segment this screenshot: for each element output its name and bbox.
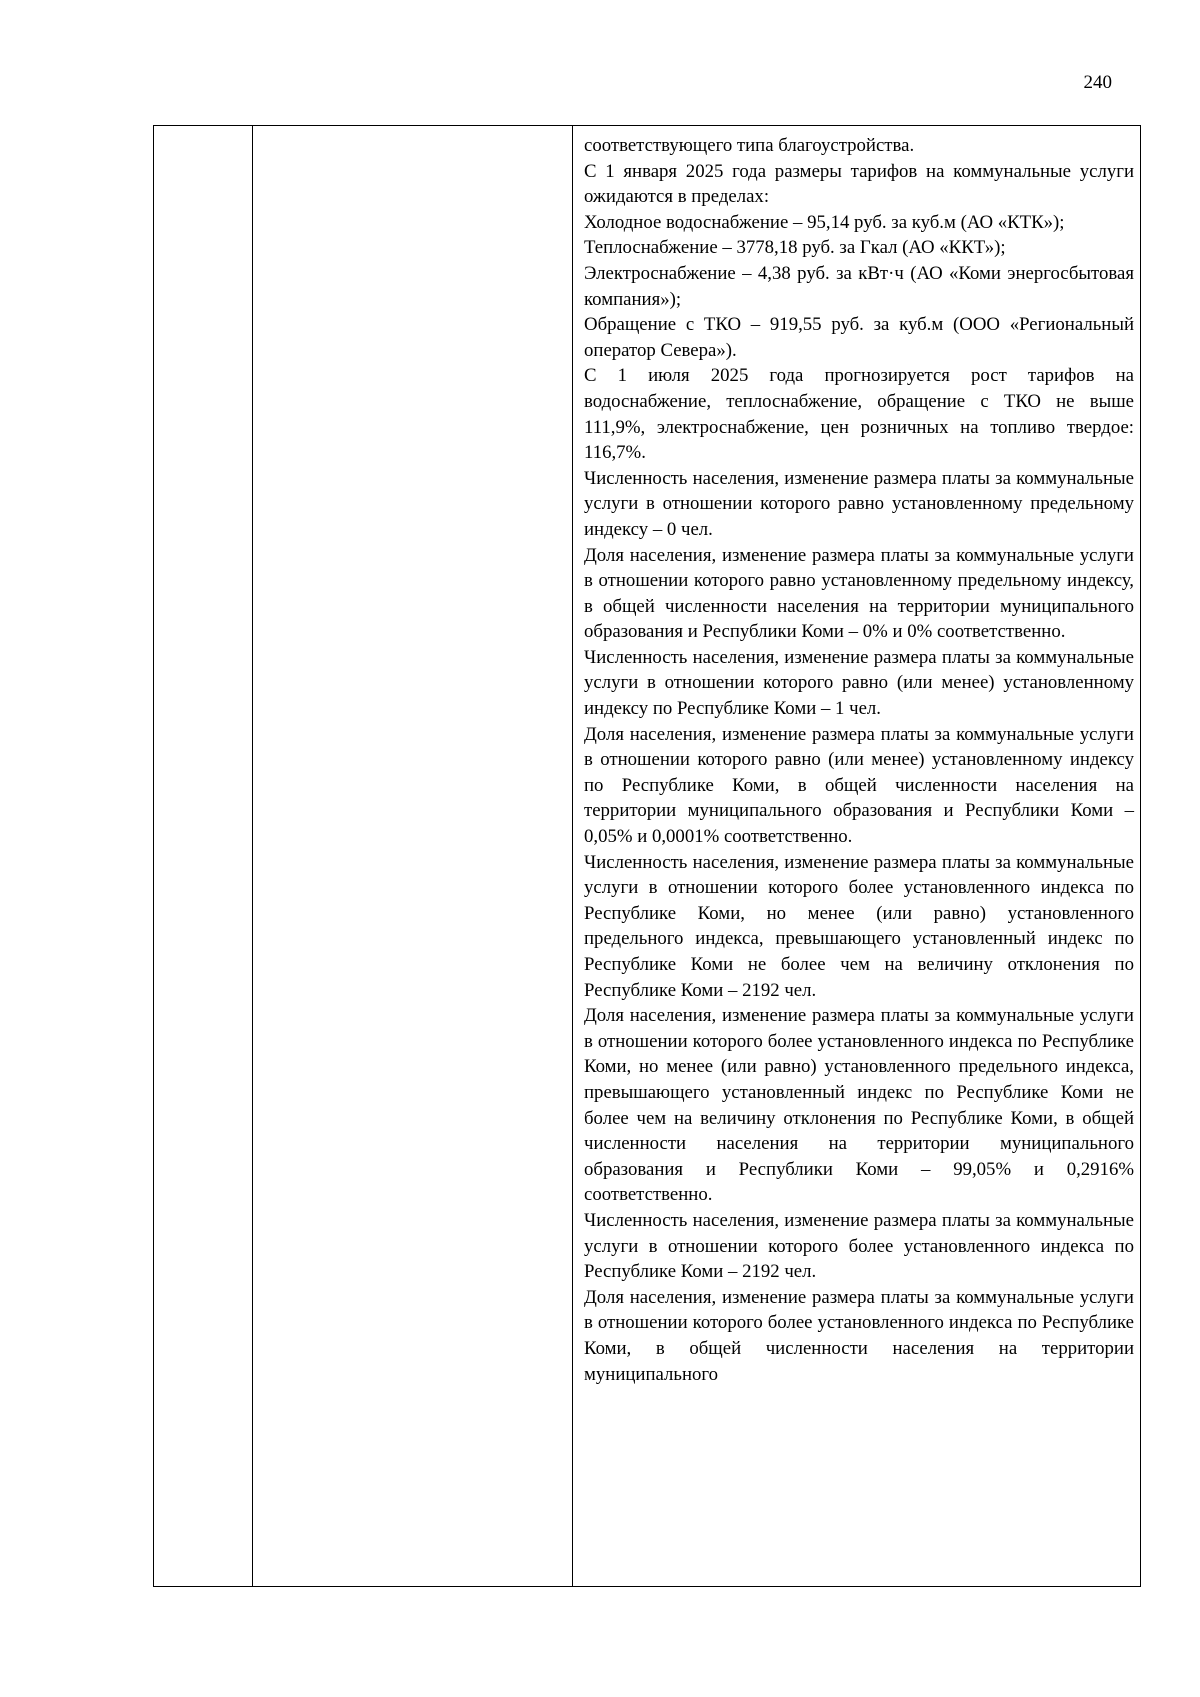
paragraph: Холодное водоснабжение – 95,14 руб. за куб.м (АО «КТК»); [584, 211, 1065, 233]
paragraph: Численность населения, изменение размера платы за коммунальные услуги в отношении которого более установленного индекса по Республике Коми – 2192 чел. [584, 1209, 1134, 1283]
paragraph: Электроснабжение – 4,38 руб. за кВт·ч (АО «Коми энергосбытовая компания»); [584, 262, 1134, 310]
table-row [154, 126, 1141, 1587]
paragraph: Численность населения, изменение размера платы за коммунальные услуги в отношении которого более установленного индекса по Республике Коми, но менее (или равно) установленного предельного индекса, превышающего установленный индекс по Республике Коми не более чем на величину отклонения по Республике Коми – 2192 чел. [584, 851, 1134, 1001]
paragraph: Доля населения, изменение размера платы за коммунальные услуги в отношении которого равно установленному предельному индексу, в общей численности населения на территории муниципального образования и Республики Коми – 0% и 0% соответственно. [584, 544, 1134, 643]
paragraph: Численность населения, изменение размера платы за коммунальные услуги в отношении которого равно установленному предельному индексу – 0 чел. [584, 467, 1134, 540]
paragraph: Теплоснабжение – 3778,18 руб. за Гкал (АО «ККТ»); [584, 237, 1006, 259]
paragraph: С 1 января 2025 года размеры тарифов на коммунальные услуги ожидаются в пределах: [584, 160, 1134, 208]
paragraph: Доля населения, изменение размера платы за коммунальные услуги в отношении которого более установленного индекса по Республике Коми, в общей численности населения на территории муниципального [584, 1286, 1134, 1385]
page-number: 240 [1083, 72, 1112, 93]
paragraph: Доля населения, изменение размера платы за коммунальные услуги в отношении которого более установленного индекса по Республике Коми, но менее (или равно) установленного предельного индекса, превышающего установленный индекс по Республике Коми не более чем на величину отклонения по Республике Коми, в общей численности населения на территории муниципального образования и Республики Коми – 99,05% и 0,2916% соответственно. [584, 1005, 1134, 1206]
paragraph: С 1 июля 2025 года прогнозируется рост тарифов на водоснабжение, теплоснабжение, обращение с ТКО не выше 111,9%, электроснабжение, цен розничных на топливо твердое: 116,7%. [584, 365, 1134, 464]
document-table [153, 125, 1141, 1587]
table-cell-col1 [154, 126, 253, 1587]
table-cell-col3 [573, 126, 1141, 1587]
paragraph: соответствующего типа благоустройства. [584, 135, 915, 156]
cell-text-block [573, 126, 1140, 1387]
paragraph: Обращение с ТКО – 919,55 руб. за куб.м (ООО «Региональный оператор Севера»). [584, 314, 1134, 361]
paragraph: Численность населения, изменение размера платы за коммунальные услуги в отношении которого равно (или менее) установленному индексу по Республике Коми – 1 чел. [584, 646, 1134, 720]
paragraph: Доля населения, изменение размера платы за коммунальные услуги в отношении которого равно (или менее) установленному индексу по Республике Коми, в общей численности населения на территории муниципального образования и Республики Коми – 0,05% и 0,0001% соответственно. [584, 723, 1134, 848]
table-cell-col2 [253, 126, 573, 1587]
